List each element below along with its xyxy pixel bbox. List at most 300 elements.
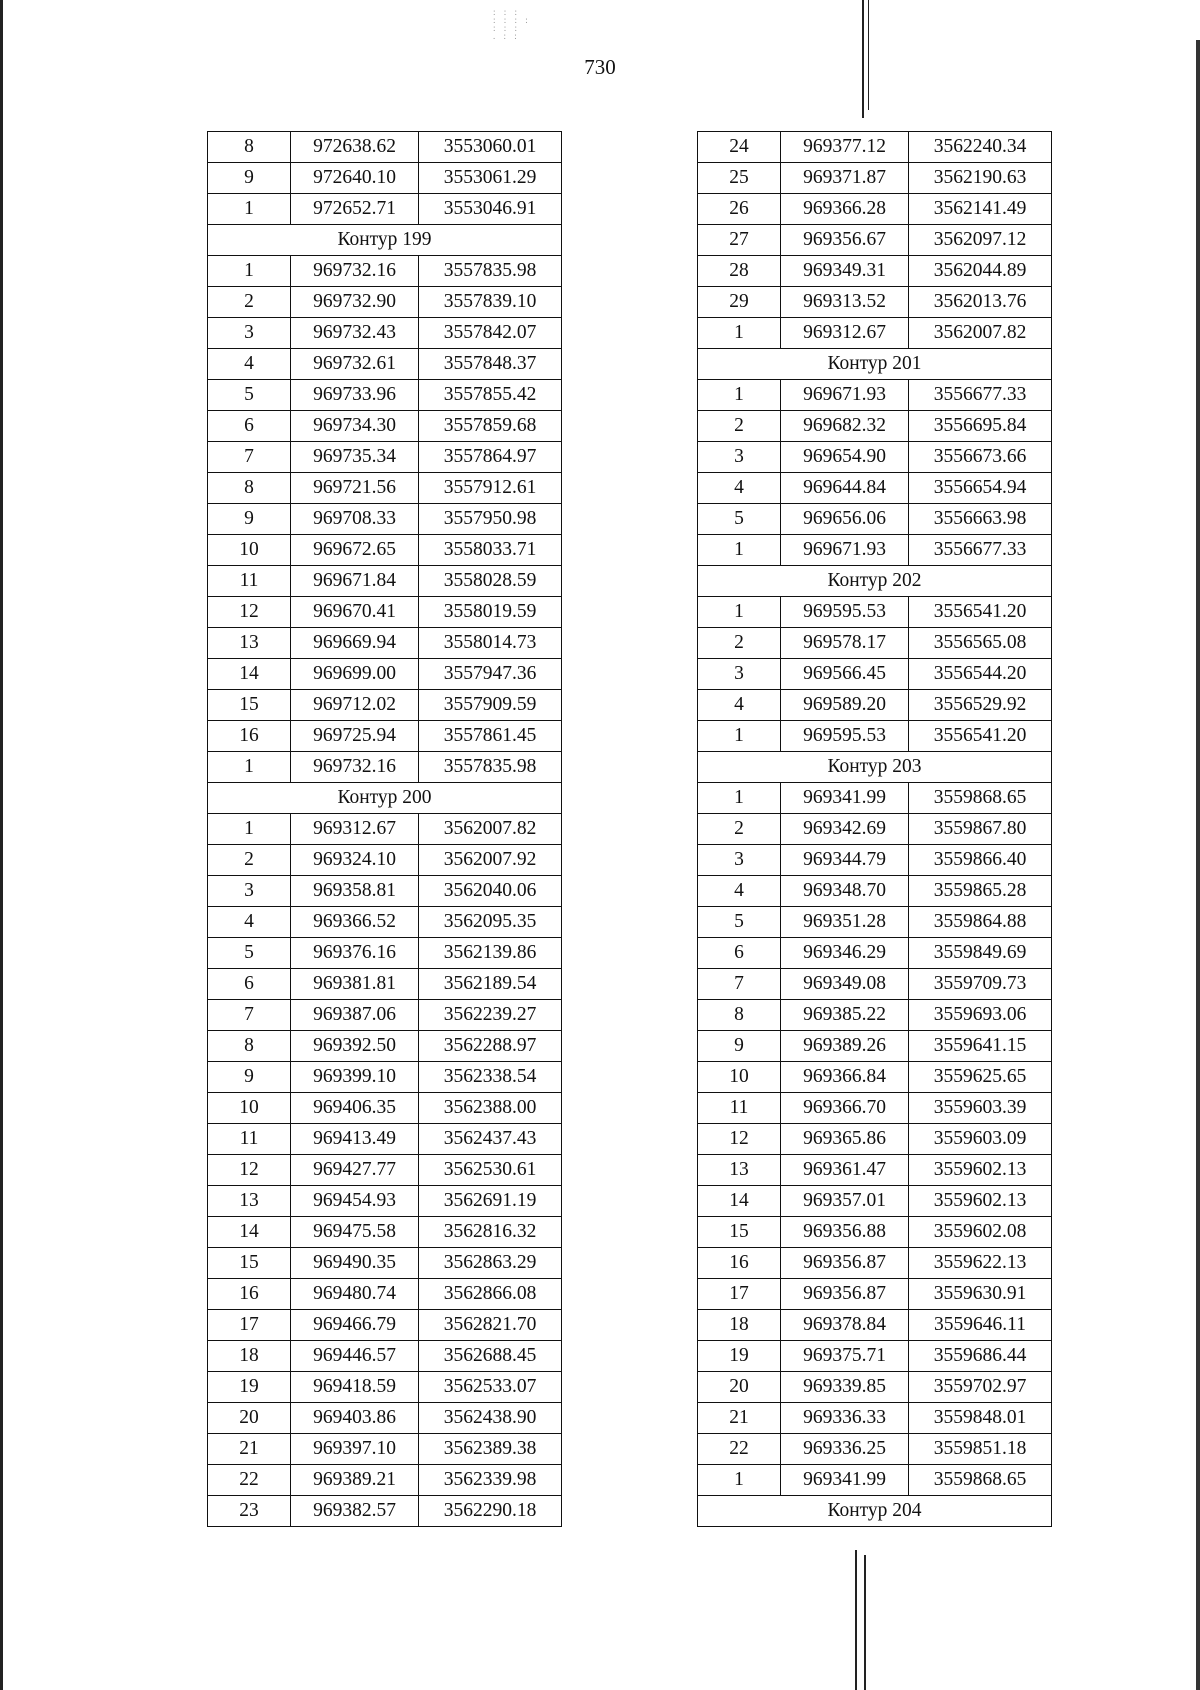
point-number-cell: 13 bbox=[208, 1186, 291, 1217]
y-coordinate-cell: 3562288.97 bbox=[419, 1031, 562, 1062]
y-coordinate-cell: 3556529.92 bbox=[909, 690, 1052, 721]
y-coordinate-cell: 3562691.19 bbox=[419, 1186, 562, 1217]
table-row bbox=[698, 1310, 1052, 1341]
y-coordinate-cell: 3559849.69 bbox=[909, 938, 1052, 969]
y-coordinate-cell: 3559709.73 bbox=[909, 969, 1052, 1000]
coordinates-table-right bbox=[697, 131, 1052, 1527]
x-coordinate-cell: 969365.86 bbox=[781, 1124, 909, 1155]
point-number-cell: 16 bbox=[698, 1248, 781, 1279]
point-number-cell: 4 bbox=[698, 690, 781, 721]
y-coordinate-cell: 3562097.12 bbox=[909, 225, 1052, 256]
contour-label: Контур 199 bbox=[208, 225, 562, 256]
table-row bbox=[208, 1062, 562, 1093]
point-number-cell: 1 bbox=[208, 194, 291, 225]
point-number-cell: 8 bbox=[698, 1000, 781, 1031]
table-row bbox=[698, 1248, 1052, 1279]
y-coordinate-cell: 3562533.07 bbox=[419, 1372, 562, 1403]
x-coordinate-cell: 969427.77 bbox=[291, 1155, 419, 1186]
table-row bbox=[698, 473, 1052, 504]
table-row bbox=[698, 318, 1052, 349]
y-coordinate-cell: 3559702.97 bbox=[909, 1372, 1052, 1403]
point-number-cell: 9 bbox=[208, 504, 291, 535]
page-number: 730 bbox=[584, 55, 616, 79]
x-coordinate-cell: 969566.45 bbox=[781, 659, 909, 690]
table-row bbox=[208, 690, 562, 721]
point-number-cell: 2 bbox=[698, 628, 781, 659]
table-row bbox=[698, 1155, 1052, 1186]
table-row bbox=[208, 349, 562, 380]
x-coordinate-cell: 969654.90 bbox=[781, 442, 909, 473]
x-coordinate-cell: 969371.87 bbox=[781, 163, 909, 194]
point-number-cell: 22 bbox=[208, 1465, 291, 1496]
table-row bbox=[208, 1093, 562, 1124]
y-coordinate-cell: 3562141.49 bbox=[909, 194, 1052, 225]
table-row bbox=[208, 318, 562, 349]
x-coordinate-cell: 969721.56 bbox=[291, 473, 419, 504]
point-number-cell: 3 bbox=[208, 318, 291, 349]
x-coordinate-cell: 969490.35 bbox=[291, 1248, 419, 1279]
table-row bbox=[698, 690, 1052, 721]
table-row bbox=[698, 194, 1052, 225]
table-row bbox=[698, 783, 1052, 814]
x-coordinate-cell: 969348.70 bbox=[781, 876, 909, 907]
contour-header-row bbox=[208, 225, 562, 256]
table-row bbox=[698, 1434, 1052, 1465]
x-coordinate-cell: 969341.99 bbox=[781, 1465, 909, 1496]
table-row bbox=[698, 1372, 1052, 1403]
point-number-cell: 3 bbox=[698, 659, 781, 690]
y-coordinate-cell: 3557835.98 bbox=[419, 256, 562, 287]
x-coordinate-cell: 969382.57 bbox=[291, 1496, 419, 1527]
point-number-cell: 7 bbox=[208, 442, 291, 473]
point-number-cell: 1 bbox=[698, 318, 781, 349]
contour-label: Контур 203 bbox=[698, 752, 1052, 783]
point-number-cell: 7 bbox=[698, 969, 781, 1000]
y-coordinate-cell: 3562190.63 bbox=[909, 163, 1052, 194]
table-row bbox=[208, 287, 562, 318]
x-coordinate-cell: 969732.43 bbox=[291, 318, 419, 349]
y-coordinate-cell: 3559602.08 bbox=[909, 1217, 1052, 1248]
table-row bbox=[208, 256, 562, 287]
x-coordinate-cell: 969366.84 bbox=[781, 1062, 909, 1093]
y-coordinate-cell: 3559686.44 bbox=[909, 1341, 1052, 1372]
y-coordinate-cell: 3559864.88 bbox=[909, 907, 1052, 938]
x-coordinate-cell: 969699.00 bbox=[291, 659, 419, 690]
table-row bbox=[698, 814, 1052, 845]
y-coordinate-cell: 3559603.39 bbox=[909, 1093, 1052, 1124]
x-coordinate-cell: 969413.49 bbox=[291, 1124, 419, 1155]
table-row bbox=[208, 752, 562, 783]
point-number-cell: 13 bbox=[698, 1155, 781, 1186]
point-number-cell: 5 bbox=[698, 907, 781, 938]
y-coordinate-cell: 3557835.98 bbox=[419, 752, 562, 783]
point-number-cell: 26 bbox=[698, 194, 781, 225]
x-coordinate-cell: 969644.84 bbox=[781, 473, 909, 504]
table-row bbox=[208, 1310, 562, 1341]
table-row bbox=[208, 1186, 562, 1217]
scan-smudge: : : : : : : : : : : . : : bbox=[493, 7, 531, 41]
x-coordinate-cell: 969342.69 bbox=[781, 814, 909, 845]
x-coordinate-cell: 969399.10 bbox=[291, 1062, 419, 1093]
point-number-cell: 12 bbox=[698, 1124, 781, 1155]
y-coordinate-cell: 3562044.89 bbox=[909, 256, 1052, 287]
point-number-cell: 3 bbox=[698, 845, 781, 876]
binding-line bbox=[864, 1555, 866, 1690]
x-coordinate-cell: 969324.10 bbox=[291, 845, 419, 876]
y-coordinate-cell: 3557861.45 bbox=[419, 721, 562, 752]
table-row bbox=[208, 814, 562, 845]
y-coordinate-cell: 3562007.82 bbox=[419, 814, 562, 845]
x-coordinate-cell: 969733.96 bbox=[291, 380, 419, 411]
table-row bbox=[208, 876, 562, 907]
x-coordinate-cell: 969734.30 bbox=[291, 411, 419, 442]
table-row bbox=[698, 1341, 1052, 1372]
point-number-cell: 28 bbox=[698, 256, 781, 287]
x-coordinate-cell: 972640.10 bbox=[291, 163, 419, 194]
table-row bbox=[208, 938, 562, 969]
point-number-cell: 16 bbox=[208, 721, 291, 752]
point-number-cell: 24 bbox=[698, 132, 781, 163]
x-coordinate-cell: 969366.70 bbox=[781, 1093, 909, 1124]
y-coordinate-cell: 3557839.10 bbox=[419, 287, 562, 318]
point-number-cell: 5 bbox=[698, 504, 781, 535]
y-coordinate-cell: 3562189.54 bbox=[419, 969, 562, 1000]
point-number-cell: 17 bbox=[208, 1310, 291, 1341]
point-number-cell: 21 bbox=[208, 1434, 291, 1465]
point-number-cell: 21 bbox=[698, 1403, 781, 1434]
point-number-cell: 9 bbox=[698, 1031, 781, 1062]
x-coordinate-cell: 969732.16 bbox=[291, 752, 419, 783]
x-coordinate-cell: 969366.28 bbox=[781, 194, 909, 225]
point-number-cell: 8 bbox=[208, 132, 291, 163]
x-coordinate-cell: 972652.71 bbox=[291, 194, 419, 225]
table-row bbox=[208, 1124, 562, 1155]
y-coordinate-cell: 3559602.13 bbox=[909, 1155, 1052, 1186]
table-row bbox=[208, 969, 562, 1000]
table-row bbox=[208, 1217, 562, 1248]
y-coordinate-cell: 3559866.40 bbox=[909, 845, 1052, 876]
contour-header-row bbox=[208, 783, 562, 814]
x-coordinate-cell: 969351.28 bbox=[781, 907, 909, 938]
x-coordinate-cell: 969732.16 bbox=[291, 256, 419, 287]
x-coordinate-cell: 969313.52 bbox=[781, 287, 909, 318]
y-coordinate-cell: 3558028.59 bbox=[419, 566, 562, 597]
point-number-cell: 9 bbox=[208, 163, 291, 194]
y-coordinate-cell: 3559867.80 bbox=[909, 814, 1052, 845]
point-number-cell: 4 bbox=[208, 907, 291, 938]
x-coordinate-cell: 969595.53 bbox=[781, 721, 909, 752]
table-row bbox=[698, 225, 1052, 256]
x-coordinate-cell: 969336.25 bbox=[781, 1434, 909, 1465]
table-row bbox=[208, 473, 562, 504]
point-number-cell: 9 bbox=[208, 1062, 291, 1093]
point-number-cell: 4 bbox=[208, 349, 291, 380]
point-number-cell: 11 bbox=[208, 566, 291, 597]
y-coordinate-cell: 3562139.86 bbox=[419, 938, 562, 969]
y-coordinate-cell: 3562290.18 bbox=[419, 1496, 562, 1527]
y-coordinate-cell: 3556677.33 bbox=[909, 380, 1052, 411]
point-number-cell: 10 bbox=[208, 535, 291, 566]
table-row bbox=[698, 597, 1052, 628]
x-coordinate-cell: 969344.79 bbox=[781, 845, 909, 876]
table-row bbox=[698, 845, 1052, 876]
point-number-cell: 2 bbox=[208, 845, 291, 876]
table-row bbox=[208, 1372, 562, 1403]
table-row bbox=[698, 1217, 1052, 1248]
y-coordinate-cell: 3559693.06 bbox=[909, 1000, 1052, 1031]
x-coordinate-cell: 969446.57 bbox=[291, 1341, 419, 1372]
table-row bbox=[698, 411, 1052, 442]
table-row bbox=[698, 721, 1052, 752]
table-row bbox=[208, 1031, 562, 1062]
y-coordinate-cell: 3559625.65 bbox=[909, 1062, 1052, 1093]
point-number-cell: 18 bbox=[698, 1310, 781, 1341]
point-number-cell: 19 bbox=[208, 1372, 291, 1403]
table-row bbox=[208, 566, 562, 597]
point-number-cell: 10 bbox=[698, 1062, 781, 1093]
x-coordinate-cell: 969346.29 bbox=[781, 938, 909, 969]
table-row bbox=[698, 163, 1052, 194]
y-coordinate-cell: 3556544.20 bbox=[909, 659, 1052, 690]
table-row bbox=[208, 442, 562, 473]
contour-header-row bbox=[698, 752, 1052, 783]
x-coordinate-cell: 969357.01 bbox=[781, 1186, 909, 1217]
y-coordinate-cell: 3562240.34 bbox=[909, 132, 1052, 163]
table-row bbox=[698, 287, 1052, 318]
point-number-cell: 15 bbox=[698, 1217, 781, 1248]
point-number-cell: 1 bbox=[698, 783, 781, 814]
point-number-cell: 6 bbox=[698, 938, 781, 969]
table-row bbox=[208, 597, 562, 628]
table-row bbox=[698, 380, 1052, 411]
y-coordinate-cell: 3556663.98 bbox=[909, 504, 1052, 535]
y-coordinate-cell: 3562688.45 bbox=[419, 1341, 562, 1372]
x-coordinate-cell: 969387.06 bbox=[291, 1000, 419, 1031]
point-number-cell: 8 bbox=[208, 473, 291, 504]
x-coordinate-cell: 969356.67 bbox=[781, 225, 909, 256]
table-row bbox=[698, 442, 1052, 473]
y-coordinate-cell: 3562530.61 bbox=[419, 1155, 562, 1186]
table-row bbox=[208, 1434, 562, 1465]
table-row bbox=[208, 411, 562, 442]
point-number-cell: 16 bbox=[208, 1279, 291, 1310]
x-coordinate-cell: 969671.93 bbox=[781, 535, 909, 566]
y-coordinate-cell: 3562389.38 bbox=[419, 1434, 562, 1465]
table-row bbox=[698, 938, 1052, 969]
x-coordinate-cell: 969418.59 bbox=[291, 1372, 419, 1403]
table-row bbox=[698, 1465, 1052, 1496]
table-row bbox=[698, 1403, 1052, 1434]
x-coordinate-cell: 969682.32 bbox=[781, 411, 909, 442]
point-number-cell: 1 bbox=[698, 1465, 781, 1496]
y-coordinate-cell: 3557909.59 bbox=[419, 690, 562, 721]
y-coordinate-cell: 3562863.29 bbox=[419, 1248, 562, 1279]
y-coordinate-cell: 3559630.91 bbox=[909, 1279, 1052, 1310]
table-row bbox=[208, 1465, 562, 1496]
x-coordinate-cell: 969356.87 bbox=[781, 1279, 909, 1310]
x-coordinate-cell: 969732.61 bbox=[291, 349, 419, 380]
x-coordinate-cell: 969389.21 bbox=[291, 1465, 419, 1496]
table-row bbox=[698, 132, 1052, 163]
contour-label: Контур 204 bbox=[698, 1496, 1052, 1527]
x-coordinate-cell: 969339.85 bbox=[781, 1372, 909, 1403]
x-coordinate-cell: 969725.94 bbox=[291, 721, 419, 752]
point-number-cell: 10 bbox=[208, 1093, 291, 1124]
point-number-cell: 5 bbox=[208, 938, 291, 969]
x-coordinate-cell: 969672.65 bbox=[291, 535, 419, 566]
x-coordinate-cell: 969669.94 bbox=[291, 628, 419, 659]
binding-line bbox=[855, 1550, 857, 1690]
point-number-cell: 5 bbox=[208, 380, 291, 411]
table-row bbox=[698, 907, 1052, 938]
table-row bbox=[208, 628, 562, 659]
table-row bbox=[698, 1124, 1052, 1155]
point-number-cell: 19 bbox=[698, 1341, 781, 1372]
y-coordinate-cell: 3556673.66 bbox=[909, 442, 1052, 473]
x-coordinate-cell: 969381.81 bbox=[291, 969, 419, 1000]
point-number-cell: 23 bbox=[208, 1496, 291, 1527]
x-coordinate-cell: 969341.99 bbox=[781, 783, 909, 814]
x-coordinate-cell: 969376.16 bbox=[291, 938, 419, 969]
table-row bbox=[208, 721, 562, 752]
point-number-cell: 4 bbox=[698, 876, 781, 907]
point-number-cell: 15 bbox=[208, 690, 291, 721]
point-number-cell: 13 bbox=[208, 628, 291, 659]
y-coordinate-cell: 3556565.08 bbox=[909, 628, 1052, 659]
point-number-cell: 3 bbox=[698, 442, 781, 473]
x-coordinate-cell: 969349.31 bbox=[781, 256, 909, 287]
table-row bbox=[208, 1403, 562, 1434]
y-coordinate-cell: 3559622.13 bbox=[909, 1248, 1052, 1279]
table-row bbox=[698, 1186, 1052, 1217]
x-coordinate-cell: 969375.71 bbox=[781, 1341, 909, 1372]
x-coordinate-cell: 969732.90 bbox=[291, 287, 419, 318]
y-coordinate-cell: 3559641.15 bbox=[909, 1031, 1052, 1062]
y-coordinate-cell: 3562866.08 bbox=[419, 1279, 562, 1310]
x-coordinate-cell: 969392.50 bbox=[291, 1031, 419, 1062]
x-coordinate-cell: 969475.58 bbox=[291, 1217, 419, 1248]
y-coordinate-cell: 3562013.76 bbox=[909, 287, 1052, 318]
y-coordinate-cell: 3559865.28 bbox=[909, 876, 1052, 907]
contour-label: Контур 200 bbox=[208, 783, 562, 814]
y-coordinate-cell: 3562816.32 bbox=[419, 1217, 562, 1248]
point-number-cell: 2 bbox=[698, 411, 781, 442]
table-row bbox=[698, 969, 1052, 1000]
y-coordinate-cell: 3556541.20 bbox=[909, 721, 1052, 752]
point-number-cell: 12 bbox=[208, 597, 291, 628]
x-coordinate-cell: 969356.88 bbox=[781, 1217, 909, 1248]
x-coordinate-cell: 969358.81 bbox=[291, 876, 419, 907]
coordinates-table-left bbox=[207, 131, 562, 1527]
x-coordinate-cell: 969735.34 bbox=[291, 442, 419, 473]
y-coordinate-cell: 3556654.94 bbox=[909, 473, 1052, 504]
point-number-cell: 18 bbox=[208, 1341, 291, 1372]
table-row bbox=[698, 659, 1052, 690]
table-row bbox=[698, 876, 1052, 907]
scan-edge-right bbox=[1196, 40, 1200, 1690]
y-coordinate-cell: 3562095.35 bbox=[419, 907, 562, 938]
x-coordinate-cell: 969595.53 bbox=[781, 597, 909, 628]
table-row bbox=[698, 1031, 1052, 1062]
x-coordinate-cell: 969312.67 bbox=[781, 318, 909, 349]
point-number-cell: 7 bbox=[208, 1000, 291, 1031]
contour-label: Контур 202 bbox=[698, 566, 1052, 597]
y-coordinate-cell: 3556541.20 bbox=[909, 597, 1052, 628]
y-coordinate-cell: 3553061.29 bbox=[419, 163, 562, 194]
table-row bbox=[698, 504, 1052, 535]
point-number-cell: 20 bbox=[208, 1403, 291, 1434]
contour-header-row bbox=[698, 1496, 1052, 1527]
point-number-cell: 2 bbox=[698, 814, 781, 845]
y-coordinate-cell: 3557912.61 bbox=[419, 473, 562, 504]
y-coordinate-cell: 3562437.43 bbox=[419, 1124, 562, 1155]
point-number-cell: 1 bbox=[698, 721, 781, 752]
y-coordinate-cell: 3557950.98 bbox=[419, 504, 562, 535]
x-coordinate-cell: 969670.41 bbox=[291, 597, 419, 628]
table-row bbox=[698, 628, 1052, 659]
point-number-cell: 1 bbox=[698, 597, 781, 628]
x-coordinate-cell: 969671.93 bbox=[781, 380, 909, 411]
x-coordinate-cell: 969454.93 bbox=[291, 1186, 419, 1217]
table-row bbox=[208, 1155, 562, 1186]
point-number-cell: 6 bbox=[208, 969, 291, 1000]
point-number-cell: 1 bbox=[698, 535, 781, 566]
y-coordinate-cell: 3558033.71 bbox=[419, 535, 562, 566]
y-coordinate-cell: 3559848.01 bbox=[909, 1403, 1052, 1434]
point-number-cell: 27 bbox=[698, 225, 781, 256]
scan-edge-left bbox=[0, 0, 3, 1690]
table-row bbox=[208, 907, 562, 938]
point-number-cell: 2 bbox=[208, 287, 291, 318]
table-row bbox=[208, 163, 562, 194]
contour-label: Контур 201 bbox=[698, 349, 1052, 380]
point-number-cell: 8 bbox=[208, 1031, 291, 1062]
x-coordinate-cell: 969708.33 bbox=[291, 504, 419, 535]
table-row bbox=[208, 845, 562, 876]
y-coordinate-cell: 3562339.98 bbox=[419, 1465, 562, 1496]
x-coordinate-cell: 969336.33 bbox=[781, 1403, 909, 1434]
x-coordinate-cell: 969403.86 bbox=[291, 1403, 419, 1434]
x-coordinate-cell: 969406.35 bbox=[291, 1093, 419, 1124]
point-number-cell: 12 bbox=[208, 1155, 291, 1186]
y-coordinate-cell: 3557842.07 bbox=[419, 318, 562, 349]
point-number-cell: 29 bbox=[698, 287, 781, 318]
y-coordinate-cell: 3562438.90 bbox=[419, 1403, 562, 1434]
table-row bbox=[208, 659, 562, 690]
point-number-cell: 1 bbox=[208, 814, 291, 845]
point-number-cell: 14 bbox=[208, 1217, 291, 1248]
point-number-cell: 1 bbox=[208, 752, 291, 783]
y-coordinate-cell: 3557848.37 bbox=[419, 349, 562, 380]
point-number-cell: 17 bbox=[698, 1279, 781, 1310]
y-coordinate-cell: 3559603.09 bbox=[909, 1124, 1052, 1155]
x-coordinate-cell: 969361.47 bbox=[781, 1155, 909, 1186]
y-coordinate-cell: 3562338.54 bbox=[419, 1062, 562, 1093]
x-coordinate-cell: 969656.06 bbox=[781, 504, 909, 535]
table-row bbox=[208, 380, 562, 411]
table-row bbox=[698, 1279, 1052, 1310]
table-row bbox=[208, 1496, 562, 1527]
x-coordinate-cell: 969712.02 bbox=[291, 690, 419, 721]
point-number-cell: 3 bbox=[208, 876, 291, 907]
point-number-cell: 20 bbox=[698, 1372, 781, 1403]
table-row bbox=[208, 1000, 562, 1031]
x-coordinate-cell: 969366.52 bbox=[291, 907, 419, 938]
x-coordinate-cell: 969389.26 bbox=[781, 1031, 909, 1062]
point-number-cell: 14 bbox=[698, 1186, 781, 1217]
point-number-cell: 22 bbox=[698, 1434, 781, 1465]
y-coordinate-cell: 3557855.42 bbox=[419, 380, 562, 411]
